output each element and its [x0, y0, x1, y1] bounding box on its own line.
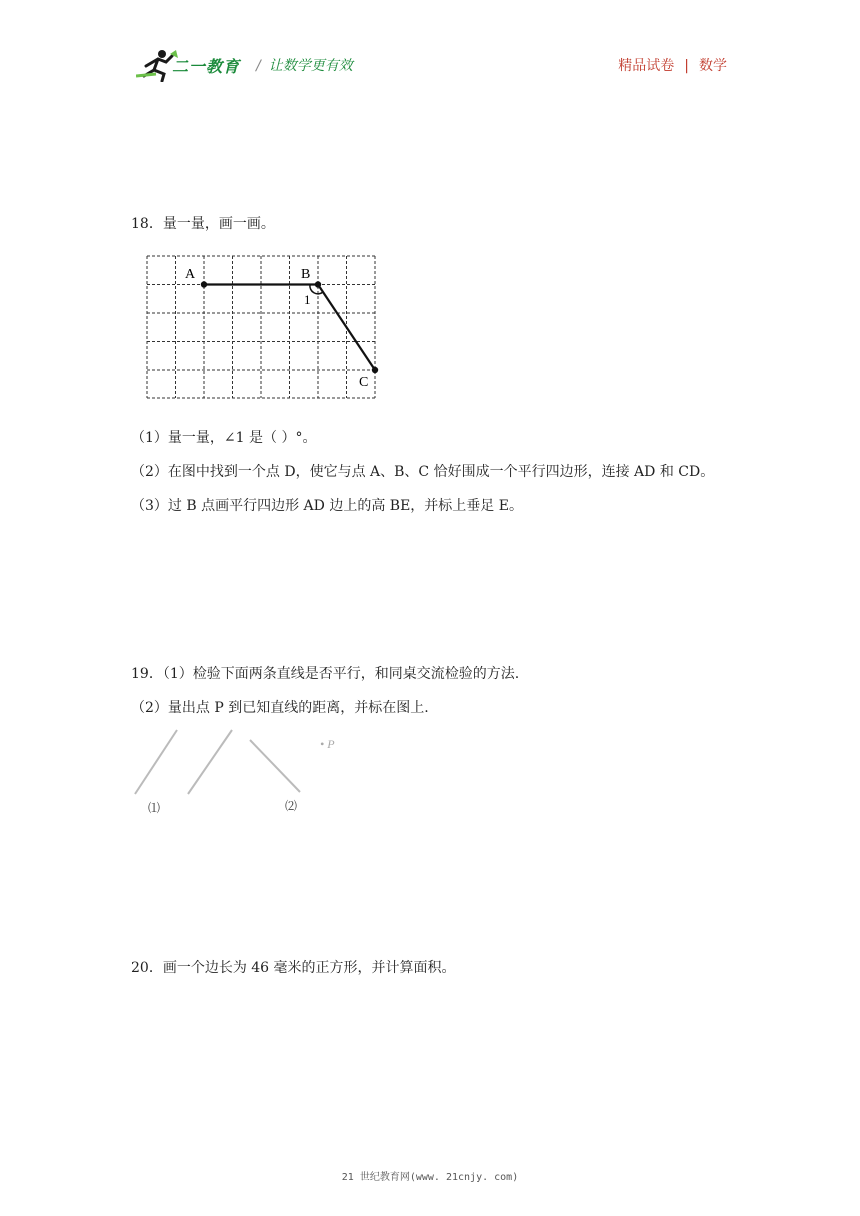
brand-name: 二一教育	[172, 57, 241, 76]
point-c	[372, 367, 378, 373]
grid-lines	[147, 256, 375, 398]
lines-figure	[130, 726, 360, 821]
q19-part-1: 19．（1）检验下面两条直线是否平行，和同桌交流检验的方法.	[131, 666, 520, 682]
point-p-label: • P	[320, 737, 335, 751]
footer-source: 21 世纪教育网(www. 21cnjy. com)	[341, 1172, 519, 1183]
figure-label-2: ⑵	[285, 799, 298, 813]
slogan-text: 让数学更有效	[268, 58, 353, 74]
figure-label-1: ⑴	[148, 801, 161, 815]
question-18-title: 18．量一量，画一画。	[131, 216, 275, 232]
q18-part-2: （2）在图中找到一个点 D，使它与点 A、B、C 恰好围成一个平行四边形，连接 AD 和 CD。	[131, 464, 715, 480]
slogan: / 让数学更有效	[256, 58, 353, 74]
subject-label: 数学	[699, 58, 727, 74]
label-b: B	[301, 267, 311, 282]
label-angle-1: 1	[304, 292, 311, 307]
line-2	[250, 740, 300, 792]
point-a	[201, 281, 207, 287]
header-category: 精品试卷 | 数学	[618, 58, 727, 74]
label-c: C	[359, 375, 369, 390]
q18-part-1: （1）量一量，∠1 是（ ）°。	[131, 430, 317, 446]
line-1b	[188, 730, 232, 794]
q19-part-2: （2）量出点 P 到已知直线的距离，并标在图上.	[131, 700, 429, 716]
grid-figure	[140, 250, 385, 405]
question-20-title: 20．画一个边长为 46 毫米的正方形，并计算面积。	[131, 960, 456, 976]
point-b	[315, 281, 321, 287]
label-a: A	[185, 267, 196, 282]
category-label: 精品试卷	[618, 58, 675, 74]
line-1a	[135, 730, 177, 794]
q18-part-3: （3）过 B 点画平行四边形 AD 边上的高 BE，并标上垂足 E。	[131, 498, 523, 514]
